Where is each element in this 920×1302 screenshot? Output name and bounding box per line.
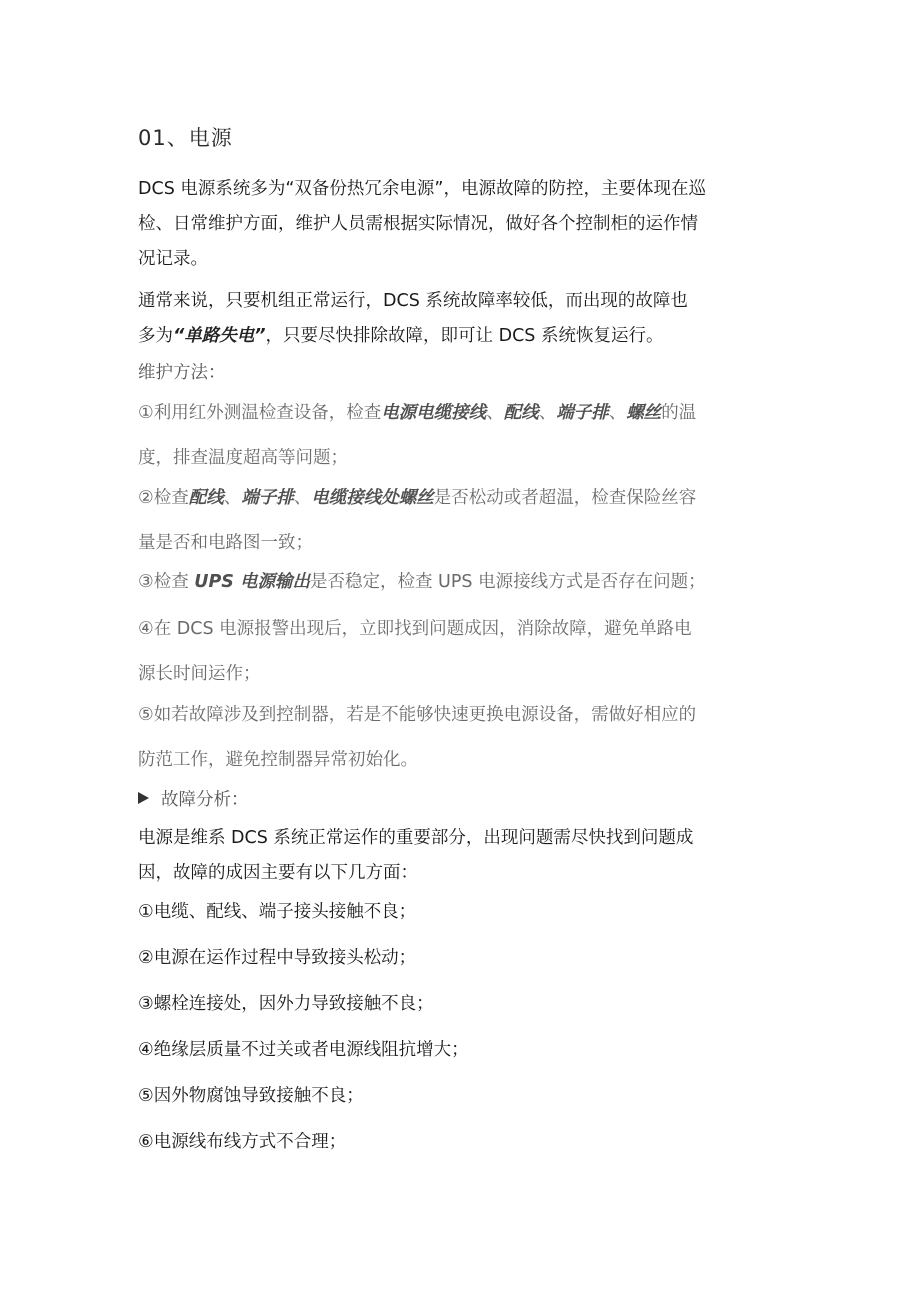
para1-line3: 况记录。 [138, 249, 208, 269]
maint-3-text: ③检查 [138, 572, 195, 592]
maint-item-1-line1 [138, 399, 696, 424]
maint-item-5-line2: 防范工作，避免控制器异常初始化。 [138, 750, 418, 770]
maint-2-em-1: 配线 [188, 488, 224, 508]
maint-item-5-line1: ⑤如若故障涉及到控制器，若是不能够快速更换电源设备，需做好相应的 [138, 705, 697, 725]
maint-2-sep-2: 、 [293, 488, 312, 508]
maint-1-em-3: 端子排 [556, 403, 609, 423]
maint-item-4-line2: 源长时间运作； [138, 664, 261, 684]
para1-line2: 检、日常维护方面，维护人员需根据实际情况，做好各个控制柜的运作情 [138, 214, 698, 234]
para2-emphasis: “单路失电” [173, 326, 266, 346]
maint-1-text: ①利用红外测温检查设备，检查 [138, 403, 382, 423]
maint-item-2-line1 [138, 484, 696, 509]
para2-text-a: 多为 [138, 326, 173, 346]
fault-intro-line2: 因，故障的成因主要有以下几方面： [138, 863, 418, 883]
maint-2-sep-1: 、 [223, 488, 242, 508]
maint-2-em-2: 端子排 [241, 488, 294, 508]
fault-intro-line1: 电源是维系 DCS 系统正常运作的重要部分，出现问题需尽快找到问题成 [138, 828, 694, 848]
para1-line1: DCS 电源系统多为“双备份热冗余电源”，电源故障的防控，主要体现在巡 [138, 179, 706, 199]
cause-item-3: ③螺栓连接处，因外力导致接触不良； [138, 994, 434, 1014]
maint-3-tail: 是否稳定，检查 UPS 电源接线方式是否存在问题； [310, 572, 706, 592]
cause-item-5: ⑤因外物腐蚀导致接触不良； [138, 1086, 364, 1106]
maint-item-3 [138, 568, 706, 593]
maint-1-em-2: 配线 [503, 403, 539, 423]
maint-1-sep-3: 、 [608, 403, 627, 423]
triangle-bullet-icon [138, 792, 149, 804]
maint-2-tail: 是否松动或者超温，检查保险丝容 [433, 488, 697, 508]
maint-item-1-line2: 度，排查温度超高等问题； [138, 448, 348, 468]
cause-item-4: ④绝缘层质量不过关或者电源线阻抗增大； [138, 1040, 469, 1060]
section-heading: 01、电源 [138, 126, 233, 150]
fault-analysis-label [138, 786, 249, 811]
maint-item-4-line1: ④在 DCS 电源报警出现后，立即找到问题成因，消除故障，避免单路电 [138, 619, 692, 639]
cause-item-6: ⑥电源线布线方式不合理； [138, 1132, 347, 1152]
para2-line1: 通常来说，只要机组正常运行，DCS 系统故障率较低，而出现的故障也 [138, 291, 688, 311]
maint-1-sep-1: 、 [486, 403, 504, 423]
maint-3-em: UPS 电源输出 [194, 572, 310, 592]
fault-analysis-text: 故障分析： [161, 790, 249, 810]
para2-line2 [138, 322, 663, 347]
maint-2-em-3: 电缆接线处螺丝 [311, 488, 434, 508]
cause-item-2: ②电源在运作过程中导致接头松动； [138, 948, 417, 968]
maint-1-sep-2: 、 [538, 403, 557, 423]
cause-item-1: ①电缆、配线、端子接头接触不良； [138, 902, 417, 922]
maintenance-label: 维护方法： [138, 363, 226, 383]
maint-2-text: ②检查 [138, 488, 189, 508]
para2-text-b: ，只要尽快排除故障，即可让 DCS 系统恢复运行。 [265, 326, 664, 346]
maint-1-tail: 的温 [661, 403, 697, 423]
maint-1-em-4: 螺丝 [626, 403, 662, 423]
maint-1-em-1: 电源电缆接线 [381, 403, 487, 423]
maint-item-2-line2: 量是否和电路图一致； [138, 533, 313, 553]
